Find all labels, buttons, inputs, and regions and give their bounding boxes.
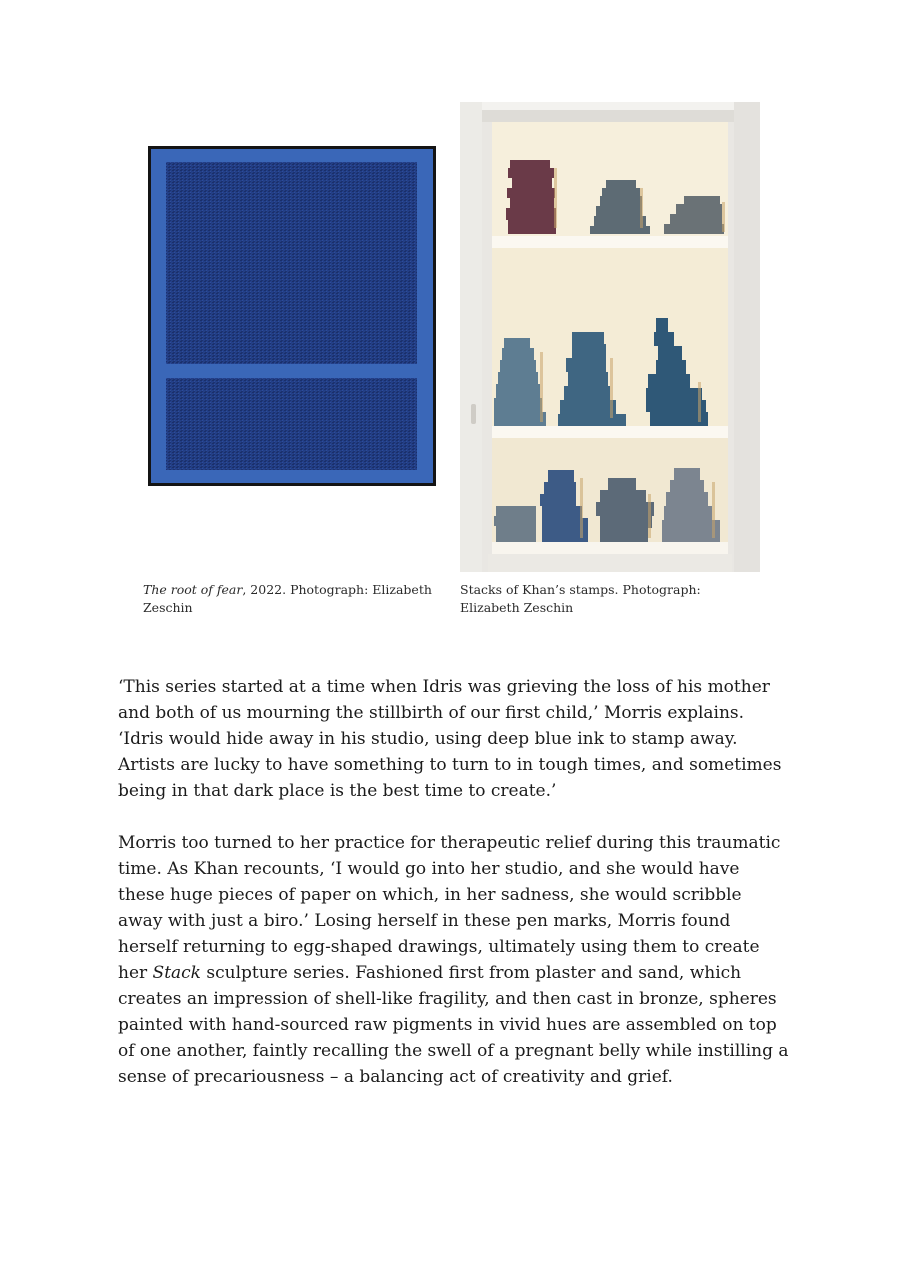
painting-image xyxy=(148,146,436,486)
article-body xyxy=(118,674,790,1116)
paragraph-2-stack-title: Stack xyxy=(152,963,201,983)
paragraph-2 xyxy=(118,830,790,1090)
paragraph-2-part-2: sculpture series. Fashioned first from plaster and sand, which creates an impression of shell-like fragility, and then cast in bronze, spheres painted with hand-sourced raw pigments in vivid hues are assembled on top of one another, faintly recalling the swell of a pregnant belly while instilling a sense of precariousness – a balancing act of creativity and grief. xyxy=(118,963,789,1087)
shelf-stacks-image xyxy=(460,102,760,572)
paragraph-1: ‘This series started at a time when Idris was grieving the loss of his mother and both of us mourning the stillbirth of our first child,’ Morris explains. ‘Idris would hide away in his studio, using deep blue ink to stamp away. Artists are lucky to have something to turn to in tough times, and sometimes being in that dark place is the best time to create.’ xyxy=(118,677,782,801)
paragraph-2-part-1: Morris too turned to her practice for therapeutic relief during this traumatic time. As Khan recounts, ‘I would go into her studio, and she would have these huge pieces of paper on which, in her sadness, she would scribble away with just a biro.’ Losing herself in these pen marks, Morris found herself returning to egg-shaped drawings, ultimately using them to create her xyxy=(118,833,781,983)
caption-painting-credit: , 2022. Photograph: Elizabeth Zeschin xyxy=(143,582,432,615)
caption-painting xyxy=(143,581,443,617)
caption-painting-title: The root of fear xyxy=(143,582,243,597)
caption-stacks: Stacks of Khan’s stamps. Photograph: Elizabeth Zeschin xyxy=(460,582,701,615)
